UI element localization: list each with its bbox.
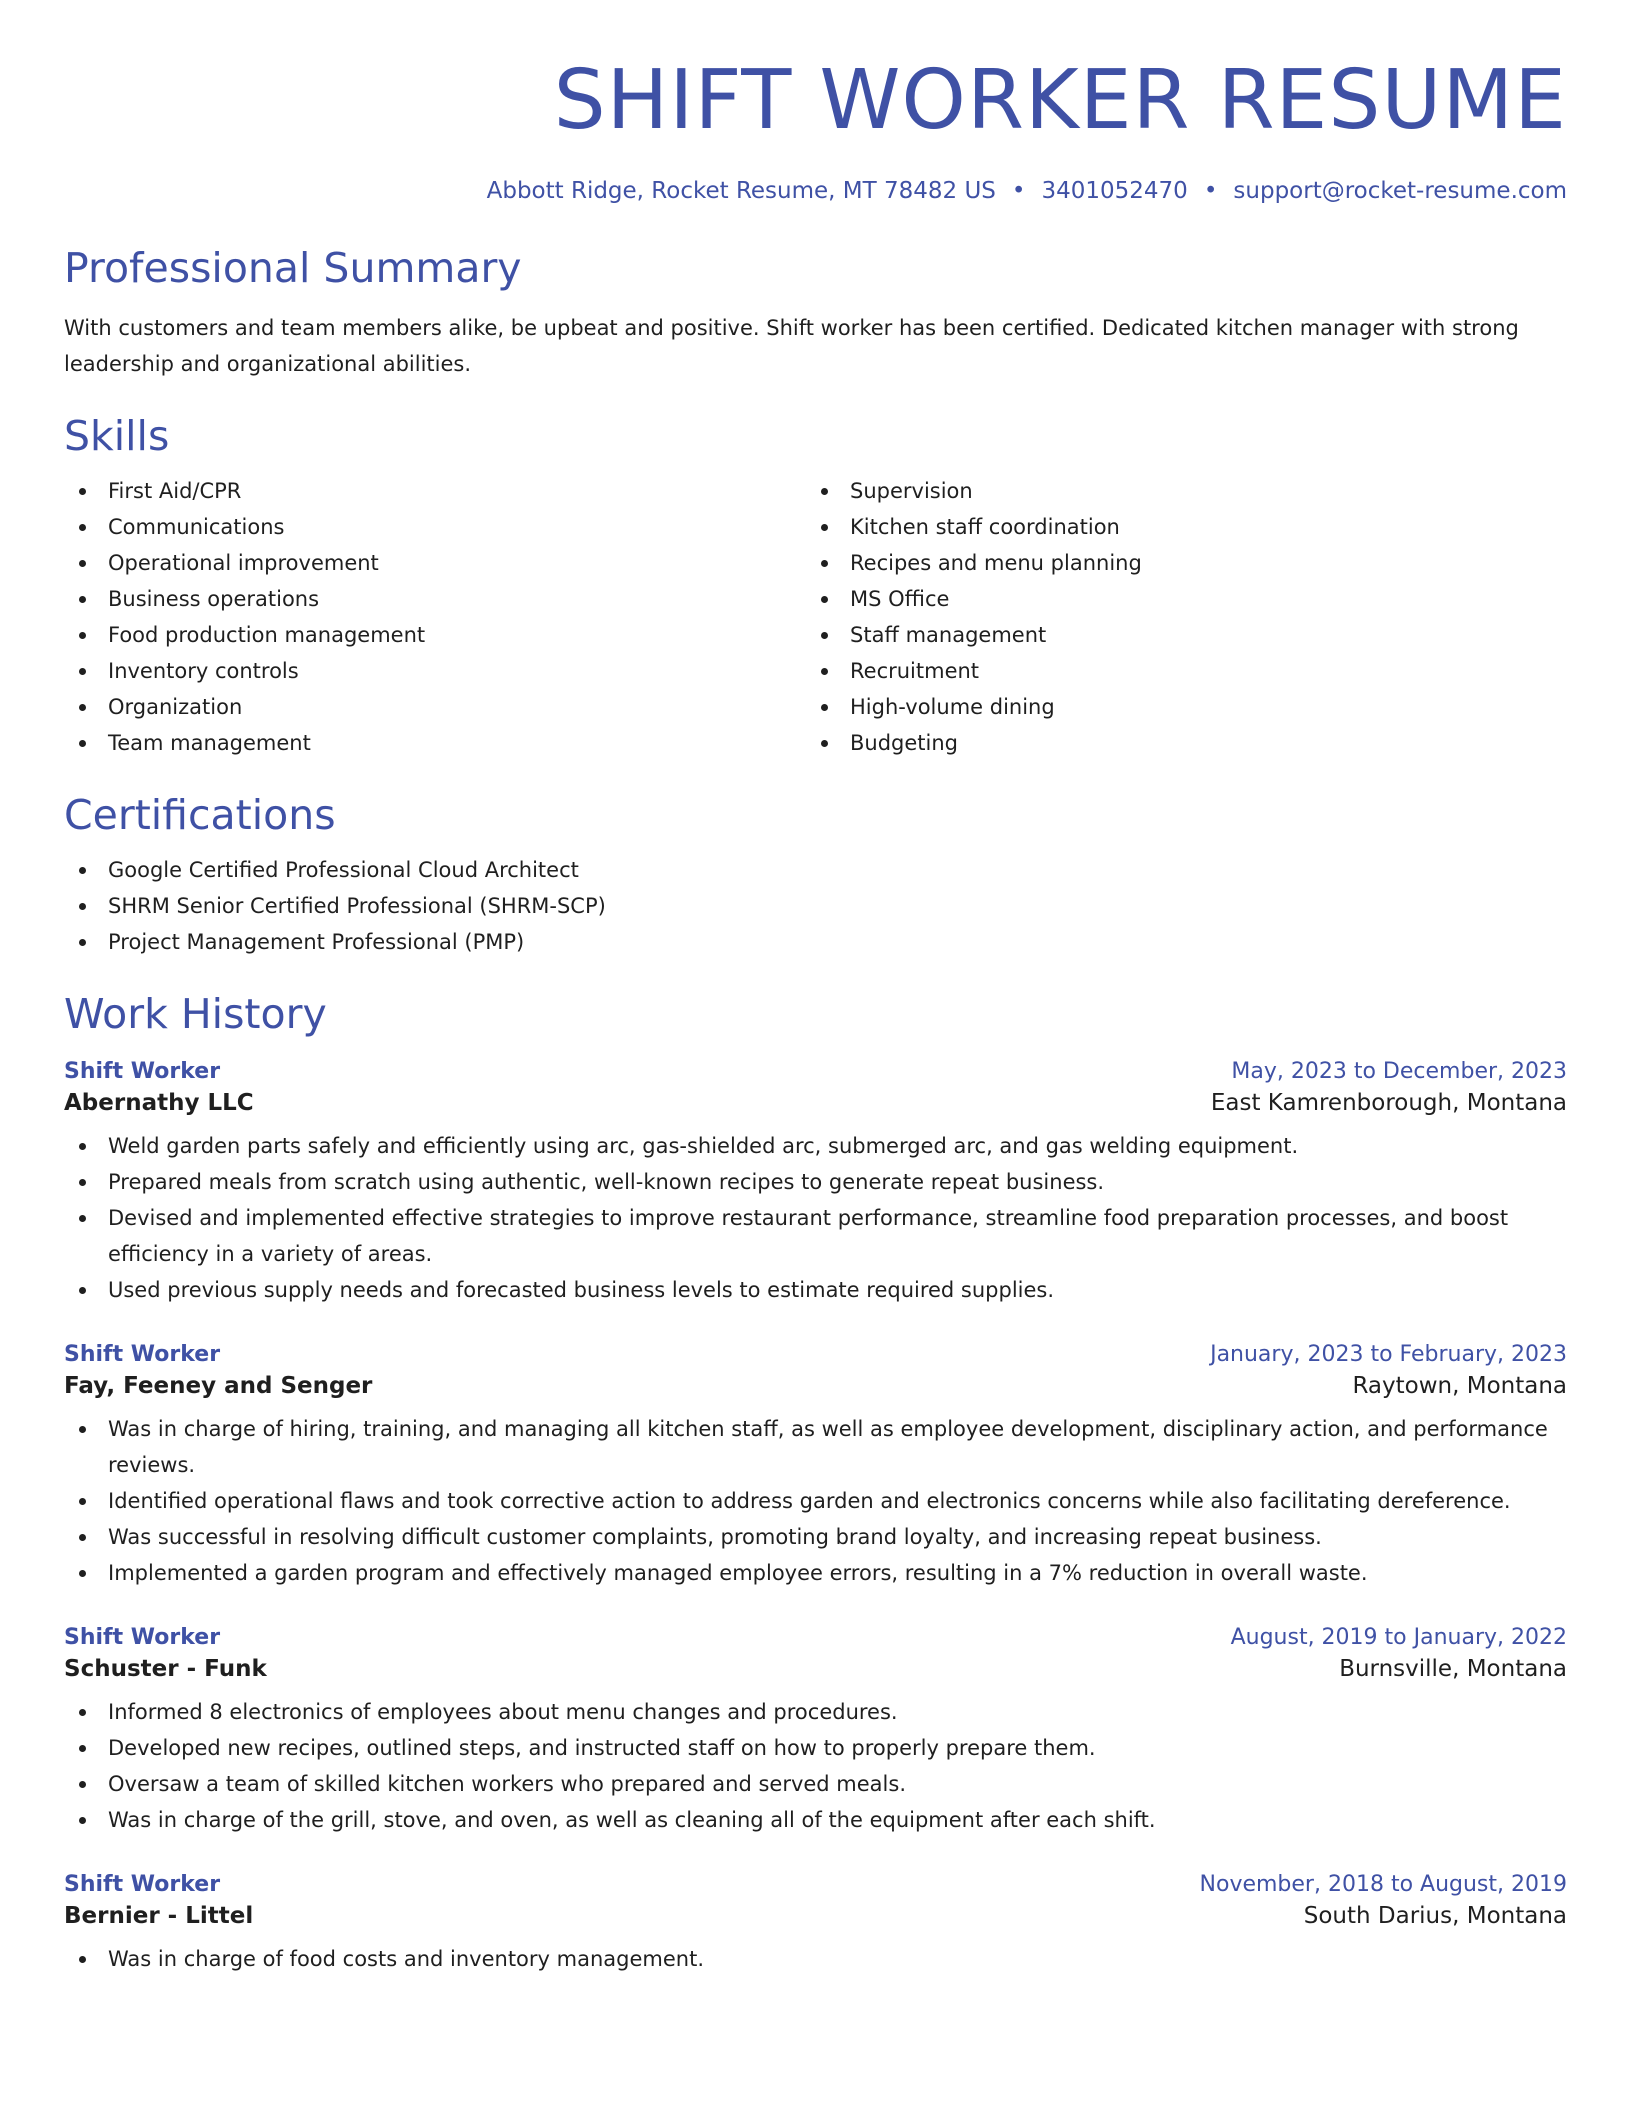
job-title-row (64, 1872, 1567, 1897)
certifications-list (64, 852, 1567, 960)
summary-heading: Professional Summary (64, 244, 522, 293)
job-dates: January, 2023 to February, 2023 (1210, 1342, 1567, 1368)
list-item: First Aid/CPR (64, 473, 806, 509)
job-company: Fay, Feeney and Senger (64, 1373, 373, 1400)
skills-column-right (806, 473, 1548, 761)
job-company-row (64, 1656, 1567, 1682)
job-company-row (64, 1373, 1567, 1399)
job-location: South Darius, Montana (1303, 1903, 1567, 1930)
skills-heading: Skills (64, 411, 170, 460)
work-history-section (64, 990, 1567, 1977)
list-item: Prepared meals from scratch using authentic, well-known recipes to generate repeat business. (64, 1164, 1567, 1200)
list-item: Team management (64, 725, 806, 761)
list-item: Google Certified Professional Cloud Architect (64, 852, 1567, 888)
list-item: Implemented a garden program and effectively managed employee errors, resulting in a 7% reduction in overall waste. (64, 1555, 1567, 1591)
list-item: Was successful in resolving difficult customer complaints, promoting brand loyalty, and increasing repeat business. (64, 1519, 1567, 1555)
job-title: Shift Worker (64, 1625, 221, 1651)
job-dates: May, 2023 to December, 2023 (1231, 1059, 1567, 1085)
list-item: Was in charge of food costs and inventory management. (64, 1941, 1567, 1977)
contact-phone: 3401052470 (1041, 178, 1188, 205)
certifications-section (64, 791, 1567, 960)
list-item: Developed new recipes, outlined steps, and instructed staff on how to properly prepare them. (64, 1730, 1567, 1766)
skills-column-left (64, 473, 806, 761)
job-dates: August, 2019 to January, 2022 (1230, 1625, 1567, 1651)
list-item: Identified operational flaws and took corrective action to address garden and electronics concerns while also facilitating dereference. (64, 1483, 1567, 1519)
list-item: Staff management (806, 617, 1548, 653)
skills-section (64, 412, 1567, 761)
job-title-row (64, 1059, 1567, 1084)
job-location: East Kamrenborough, Montana (1210, 1090, 1567, 1117)
list-item: Budgeting (806, 725, 1548, 761)
job-bullets (64, 1128, 1567, 1308)
list-item: SHRM Senior Certified Professional (SHRM-SCP) (64, 888, 1567, 924)
resume-page (64, 0, 1567, 1977)
contact-separator: • (1203, 178, 1218, 205)
job-title: Shift Worker (64, 1872, 221, 1898)
contact-line (64, 178, 1567, 204)
list-item: Communications (64, 509, 806, 545)
list-item: Supervision (806, 473, 1548, 509)
list-item: High-volume dining (806, 689, 1548, 725)
job-company-row (64, 1090, 1567, 1116)
summary-text: With customers and team members alike, be upbeat and positive. Shift worker has been certified. Dedicated kitchen manager with strong leadership and organizational abilities. (64, 315, 1519, 376)
job-bullets (64, 1694, 1567, 1838)
list-item: Organization (64, 689, 806, 725)
list-item: Inventory controls (64, 653, 806, 689)
contact-address: Abbott Ridge, Rocket Resume, MT 78482 US (486, 178, 996, 205)
job-company: Schuster - Funk (64, 1656, 267, 1683)
list-item: Oversaw a team of skilled kitchen workers who prepared and served meals. (64, 1766, 1567, 1802)
list-item: Recruitment (806, 653, 1548, 689)
job-title: Shift Worker (64, 1059, 221, 1085)
skills-grid (64, 473, 1567, 761)
job-title-row (64, 1342, 1567, 1367)
skills-list-right (806, 473, 1548, 761)
list-item: MS Office (806, 581, 1548, 617)
list-item: Used previous supply needs and forecasted business levels to estimate required supplies. (64, 1272, 1567, 1308)
work-history-heading: Work History (64, 989, 327, 1038)
job-company: Bernier - Littel (64, 1903, 254, 1930)
job-entry (64, 1872, 1567, 1977)
job-company-row (64, 1903, 1567, 1929)
list-item: Project Management Professional (PMP) (64, 924, 1567, 960)
job-bullets (64, 1411, 1567, 1591)
job-dates: November, 2018 to August, 2019 (1199, 1872, 1567, 1898)
list-item: Business operations (64, 581, 806, 617)
list-item: Was in charge of the grill, stove, and oven, as well as cleaning all of the equipment after each shift. (64, 1802, 1567, 1838)
job-entry (64, 1342, 1567, 1591)
summary-section (64, 244, 1567, 381)
job-entry (64, 1625, 1567, 1838)
list-item: Food production management (64, 617, 806, 653)
certifications-heading: Certifications (64, 790, 336, 839)
contact-email[interactable]: support@rocket-resume.com (1233, 178, 1567, 205)
skills-list-left (64, 473, 806, 761)
job-location: Raytown, Montana (1352, 1373, 1567, 1400)
job-title-row (64, 1625, 1567, 1650)
job-location: Burnsville, Montana (1339, 1656, 1567, 1683)
job-entry (64, 1059, 1567, 1308)
job-bullets (64, 1941, 1567, 1977)
list-item: Operational improvement (64, 545, 806, 581)
list-item: Was in charge of hiring, training, and managing all kitchen staff, as well as employee development, disciplinary action, and performance reviews. (64, 1411, 1567, 1483)
list-item: Recipes and menu planning (806, 545, 1548, 581)
list-item: Devised and implemented effective strategies to improve restaurant performance, streamline food preparation processes, and boost efficiency in a variety of areas. (64, 1200, 1567, 1272)
list-item: Informed 8 electronics of employees about menu changes and procedures. (64, 1694, 1567, 1730)
list-item: Kitchen staff coordination (806, 509, 1548, 545)
job-title: Shift Worker (64, 1342, 221, 1368)
list-item: Weld garden parts safely and efficiently using arc, gas-shielded arc, submerged arc, and gas welding equipment. (64, 1128, 1567, 1164)
resume-title: SHIFT WORKER RESUME (553, 53, 1567, 148)
contact-separator: • (1011, 178, 1026, 205)
job-company: Abernathy LLC (64, 1090, 254, 1117)
